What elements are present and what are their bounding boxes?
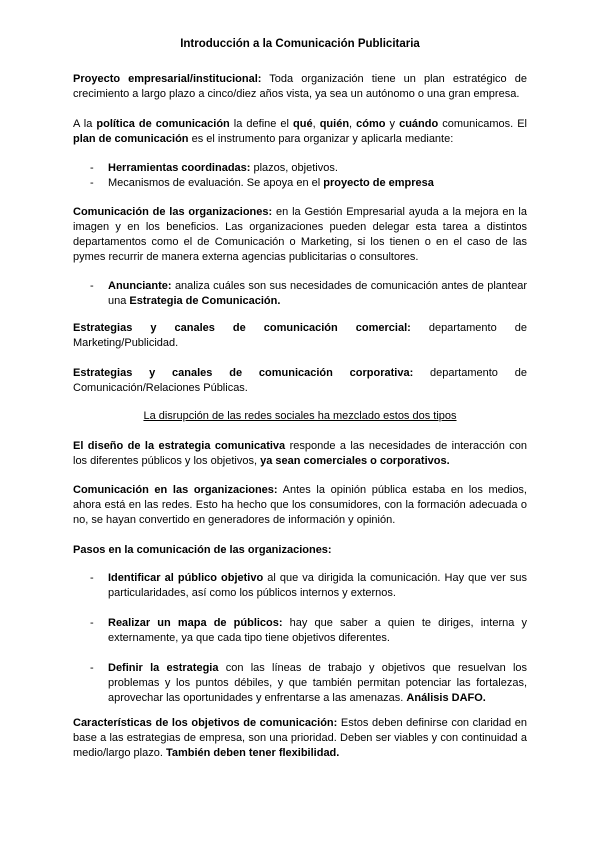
- list-item-text: plazos, objetivos.: [250, 162, 338, 174]
- term-plan: plan de comunicación: [73, 133, 189, 145]
- text-run: es el instrumento para organizar y aplicarla mediante:: [188, 133, 454, 145]
- paragraph-text: responde a las necesidades de interacción con los diferentes públicos y los objetivos,: [73, 440, 527, 467]
- term-pasos: Pasos en la comunicación de las organizaciones:: [73, 544, 332, 556]
- list-item: [73, 176, 527, 191]
- dash-bullet: -: [90, 572, 94, 584]
- list-item: [73, 279, 527, 309]
- list-item: [73, 661, 527, 706]
- term-caracteristicas: Características de los objetivos de comunicación:: [73, 717, 338, 729]
- term-cuando: cuándo: [399, 118, 439, 130]
- term-mapa: Realizar un mapa de públicos:: [108, 617, 283, 629]
- text-run: ,: [349, 118, 357, 130]
- page-title: Introducción a la Comunicación Publicitaria: [180, 38, 420, 50]
- term-corporativa: Estrategias y canales de comunicación corporativa:: [73, 367, 414, 379]
- term-comunicacion: Comunicación de las organizaciones:: [73, 206, 273, 218]
- term-herramientas: Herramientas coordinadas:: [108, 162, 251, 174]
- term-comunicacion-en: Comunicación en las organizaciones:: [73, 484, 278, 496]
- term-politica: política de comunicación: [96, 118, 230, 130]
- dash-bullet: -: [90, 280, 94, 292]
- paragraph-text: Antes la opinión pública estaba en los medios, ahora está en las redes. Esto ha hecho que los consumidores, con la formación adecuada o no, se hayan convertido en generadores de información y opinión.: [73, 484, 527, 526]
- paragraph-text: departamento de Comunicación/Relaciones Públicas.: [73, 367, 527, 394]
- paragraph-diseno: [73, 439, 527, 469]
- list-item-text: con las líneas de trabajo y objetivos que resuelvan los problemas y los puntos débiles, y que también permitan potenciar las fortalezas, aprovechar las oportunidades y enfrentarse a las amenazas.: [108, 662, 528, 704]
- paragraph-politica: [73, 117, 527, 147]
- list-pasos: [73, 571, 527, 706]
- paragraph-text: Toda organización tiene un plan estratégico de crecimiento a largo plazo a cinco/diez años vista, ya sea un autónomo o una gran empresa.: [73, 73, 527, 100]
- list-item-text: analiza cuáles son sus necesidades de comunicación antes de plantear una: [108, 280, 527, 307]
- dash-bullet: -: [90, 662, 94, 674]
- text-run: comunicamos. El: [438, 118, 527, 130]
- dash-bullet: -: [90, 162, 94, 174]
- paragraph-corporativa: [73, 366, 527, 396]
- text-run: y: [385, 118, 400, 130]
- list-item-text: al que va dirigida la comunicación. Hay que ver sus particularidades, así como los públicos internos y externos.: [108, 572, 527, 599]
- paragraph-comunicacion-organizaciones: [73, 205, 527, 265]
- term-anunciante: Anunciante:: [108, 280, 172, 292]
- term-como: cómo: [356, 118, 386, 130]
- text-run: la define el: [229, 118, 294, 130]
- text-run: ,: [312, 118, 320, 130]
- text-run: A la: [73, 118, 97, 130]
- list-item: [73, 571, 527, 601]
- term-proyecto-empresa: proyecto de empresa: [323, 177, 434, 189]
- section-subtitle: La disrupción de las redes sociales ha mezclado estos dos tipos: [143, 410, 457, 422]
- term-identificar: Identificar al público objetivo: [108, 572, 264, 584]
- term-comercial: Estrategias y canales de comunicación comercial:: [73, 322, 411, 334]
- term-dafo: Análisis DAFO.: [406, 692, 486, 704]
- paragraph-text: Estos deben definirse con claridad en base a las estrategias de empresa, son una prioridad. Deben ser viables y con continuidad a medio/largo plazo.: [73, 717, 527, 759]
- term-definir: Definir la estrategia: [108, 662, 219, 674]
- term-quien: quién: [319, 118, 350, 130]
- term-comerciales: ya sean comerciales o corporativos.: [260, 455, 450, 467]
- paragraph-comunicacion-en: [73, 483, 527, 528]
- paragraph-comercial: [73, 321, 527, 351]
- list-item: [73, 616, 527, 646]
- list-plan: [73, 161, 527, 191]
- paragraph-pasos: [73, 543, 527, 558]
- dash-bullet: -: [90, 617, 94, 629]
- dash-bullet: -: [90, 177, 94, 189]
- list-item-text: Mecanismos de evaluación. Se apoya en el: [108, 177, 324, 189]
- paragraph-text: en la Gestión Empresarial ayuda a la mejora en la imagen y en los beneficios. Las organizaciones pueden delegar esta tarea a distintos departamentos como el de Comunicación o Marketing, si los tienen o en el caso de las pymes recurrir de manera externa agencias publicitarias o consultores.: [73, 206, 527, 263]
- list-item: [73, 161, 527, 176]
- term-flexibilidad: También deben tener flexibilidad.: [165, 747, 340, 759]
- term-proyecto: Proyecto empresarial/institucional:: [73, 73, 262, 85]
- list-anunciante: [73, 279, 527, 309]
- paragraph-text: departamento de Marketing/Publicidad.: [73, 322, 527, 349]
- paragraph-proyecto: [73, 72, 527, 102]
- term-que: qué: [293, 118, 313, 130]
- paragraph-caracteristicas: [73, 716, 527, 761]
- term-diseno: El diseño de la estrategia comunicativa: [73, 440, 286, 452]
- term-estrategia: Estrategia de Comunicación.: [129, 295, 281, 307]
- list-item-text: hay que saber a quien te diriges, interna y externamente, ya que cada tipo tiene objetivos diferentes.: [108, 617, 527, 644]
